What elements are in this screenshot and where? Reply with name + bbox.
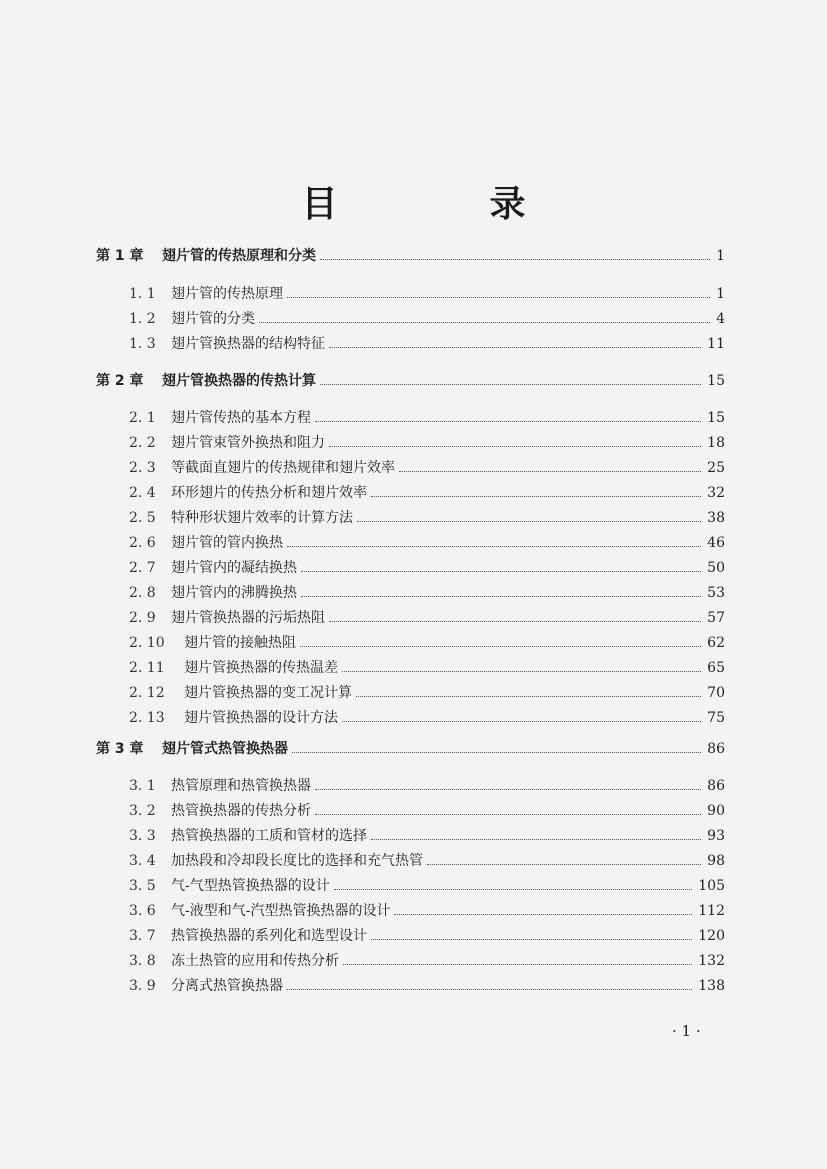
entry-number: 3. 2 bbox=[129, 803, 156, 819]
entry-title: 等截面直翅片的传热规律和翅片效率 bbox=[171, 460, 395, 476]
toc-section-entry bbox=[96, 483, 725, 503]
entry-number: 3. 1 bbox=[129, 778, 156, 794]
entry-title: 翅片管换热器的污垢热阻 bbox=[171, 610, 325, 626]
entry-number: 2. 8 bbox=[129, 585, 156, 601]
entry-page-number: 86 bbox=[707, 778, 725, 794]
entry-title: 翅片管换热器的传热计算 bbox=[162, 373, 316, 389]
entry-number: 3. 3 bbox=[129, 828, 156, 844]
entry-title: 气-气型热管换热器的设计 bbox=[171, 878, 330, 894]
entry-number: 2. 9 bbox=[129, 610, 156, 626]
entry-number: 1. 2 bbox=[129, 311, 156, 327]
toc-section-entry bbox=[96, 708, 725, 728]
toc-section-entry bbox=[96, 408, 725, 428]
entry-title: 翅片管束管外换热和阻力 bbox=[171, 435, 325, 451]
entry-title: 环形翅片的传热分析和翅片效率 bbox=[171, 485, 367, 501]
toc-section-entry bbox=[96, 658, 725, 678]
dot-leader bbox=[342, 671, 701, 672]
toc-section-entry bbox=[96, 458, 725, 478]
entry-title: 翅片管内的凝结换热 bbox=[171, 560, 297, 576]
entry-number: 3. 4 bbox=[129, 853, 156, 869]
entry-page-number: 50 bbox=[707, 560, 725, 576]
entry-title: 翅片管换热器的变工况计算 bbox=[184, 685, 352, 701]
entry-page-number: 4 bbox=[716, 311, 725, 327]
dot-leader bbox=[371, 939, 692, 940]
toc-section-entry bbox=[96, 901, 725, 921]
entry-page-number: 11 bbox=[707, 336, 725, 352]
entry-page-number: 138 bbox=[698, 978, 725, 994]
entry-number: 2. 13 bbox=[129, 710, 165, 726]
entry-number: 2. 5 bbox=[129, 510, 156, 526]
entry-page-number: 105 bbox=[698, 878, 725, 894]
dot-leader bbox=[300, 646, 701, 647]
toc-section-entry bbox=[96, 334, 725, 354]
dot-leader bbox=[329, 347, 701, 348]
dot-leader bbox=[287, 989, 692, 990]
entry-title: 冻土热管的应用和传热分析 bbox=[171, 953, 339, 969]
entry-page-number: 93 bbox=[707, 828, 725, 844]
entry-page-number: 70 bbox=[707, 685, 725, 701]
entry-title: 热管换热器的系列化和选型设计 bbox=[171, 928, 367, 944]
toc-section-entry bbox=[96, 826, 725, 846]
dot-leader bbox=[371, 496, 701, 497]
dot-leader bbox=[329, 621, 701, 622]
entry-number: 2. 6 bbox=[129, 535, 156, 551]
dot-leader bbox=[320, 259, 710, 260]
entry-title: 翅片管换热器的传热温差 bbox=[184, 660, 338, 676]
entry-page-number: 18 bbox=[707, 435, 725, 451]
dot-leader bbox=[394, 914, 692, 915]
entry-number: 2. 11 bbox=[129, 660, 165, 676]
dot-leader bbox=[287, 297, 710, 298]
entry-page-number: 112 bbox=[698, 903, 725, 919]
toc-chapter-entry bbox=[96, 371, 725, 391]
dot-leader bbox=[315, 421, 701, 422]
entry-page-number: 57 bbox=[707, 610, 725, 626]
dot-leader bbox=[292, 752, 701, 753]
entry-page-number: 25 bbox=[707, 460, 725, 476]
toc-section-entry bbox=[96, 558, 725, 578]
entry-number: 3. 6 bbox=[129, 903, 156, 919]
toc-section-entry bbox=[96, 533, 725, 553]
entry-number: 1. 3 bbox=[129, 336, 156, 352]
dot-leader bbox=[329, 446, 701, 447]
entry-title: 翅片管换热器的设计方法 bbox=[184, 710, 338, 726]
entry-page-number: 132 bbox=[698, 953, 725, 969]
entry-page-number: 62 bbox=[707, 635, 725, 651]
entry-title: 翅片管的分类 bbox=[171, 311, 255, 327]
entry-title: 翅片管传热的基本方程 bbox=[171, 410, 311, 426]
toc-section-entry bbox=[96, 309, 725, 329]
toc-section-entry bbox=[96, 876, 725, 896]
entry-page-number: 15 bbox=[707, 373, 725, 389]
toc-chapter-entry bbox=[96, 739, 725, 759]
toc-section-entry bbox=[96, 508, 725, 528]
toc-section-entry bbox=[96, 851, 725, 871]
entry-number: 1. 1 bbox=[129, 286, 156, 302]
toc-section-entry bbox=[96, 633, 725, 653]
dot-leader bbox=[315, 814, 701, 815]
entry-title: 翅片管的管内换热 bbox=[171, 535, 283, 551]
entry-number: 3. 8 bbox=[129, 953, 156, 969]
entry-title: 加热段和冷却段长度比的选择和充气热管 bbox=[171, 853, 423, 869]
entry-title: 分离式热管换热器 bbox=[171, 978, 283, 994]
entry-title: 热管换热器的传热分析 bbox=[171, 803, 311, 819]
entry-number: 第 1 章 bbox=[96, 248, 144, 264]
dot-leader bbox=[301, 596, 701, 597]
entry-page-number: 1 bbox=[716, 248, 725, 264]
entry-number: 2. 4 bbox=[129, 485, 156, 501]
toc-section-entry bbox=[96, 583, 725, 603]
toc-section-entry bbox=[96, 976, 725, 996]
dot-leader bbox=[287, 546, 701, 547]
entry-title: 翅片管的传热原理 bbox=[171, 286, 283, 302]
dot-leader bbox=[356, 696, 701, 697]
dot-leader bbox=[301, 571, 701, 572]
entry-number: 2. 3 bbox=[129, 460, 156, 476]
toc-section-entry bbox=[96, 926, 725, 946]
entry-title: 翅片管的接触热阻 bbox=[184, 635, 296, 651]
entry-number: 2. 2 bbox=[129, 435, 156, 451]
dot-leader bbox=[315, 789, 701, 790]
entry-title: 翅片管式热管换热器 bbox=[162, 741, 288, 757]
entry-number: 第 3 章 bbox=[96, 741, 144, 757]
toc-section-entry bbox=[96, 801, 725, 821]
entry-number: 3. 5 bbox=[129, 878, 156, 894]
dot-leader bbox=[334, 889, 693, 890]
entry-page-number: 75 bbox=[707, 710, 725, 726]
entry-title: 热管原理和热管换热器 bbox=[171, 778, 311, 794]
entry-title: 特种形状翅片效率的计算方法 bbox=[171, 510, 353, 526]
dot-leader bbox=[342, 721, 701, 722]
entry-page-number: 32 bbox=[707, 485, 725, 501]
entry-page-number: 46 bbox=[707, 535, 725, 551]
entry-page-number: 120 bbox=[698, 928, 725, 944]
dot-leader bbox=[357, 521, 701, 522]
dot-leader bbox=[320, 384, 701, 385]
entry-page-number: 1 bbox=[716, 286, 725, 302]
entry-number: 第 2 章 bbox=[96, 373, 144, 389]
dot-leader bbox=[259, 322, 710, 323]
toc-section-entry bbox=[96, 776, 725, 796]
entry-number: 2. 10 bbox=[129, 635, 165, 651]
entry-number: 3. 9 bbox=[129, 978, 156, 994]
page-title: 目 录 bbox=[301, 184, 584, 225]
entry-title: 翅片管的传热原理和分类 bbox=[162, 248, 316, 264]
entry-number: 2. 7 bbox=[129, 560, 156, 576]
entry-page-number: 90 bbox=[707, 803, 725, 819]
toc-chapter-entry bbox=[96, 246, 725, 266]
toc-section-entry bbox=[96, 683, 725, 703]
entry-title: 翅片管内的沸腾换热 bbox=[171, 585, 297, 601]
entry-title: 热管换热器的工质和管材的选择 bbox=[171, 828, 367, 844]
entry-page-number: 53 bbox=[707, 585, 725, 601]
toc-section-entry bbox=[96, 951, 725, 971]
entry-page-number: 98 bbox=[707, 853, 725, 869]
dot-leader bbox=[371, 839, 701, 840]
entry-number: 2. 12 bbox=[129, 685, 165, 701]
page-number: · 1 · bbox=[672, 1022, 701, 1040]
entry-title: 气-液型和气-汽型热管换热器的设计 bbox=[171, 903, 391, 919]
toc-section-entry bbox=[96, 433, 725, 453]
dot-leader bbox=[343, 964, 692, 965]
entry-page-number: 86 bbox=[707, 741, 725, 757]
entry-page-number: 15 bbox=[707, 410, 725, 426]
dot-leader bbox=[399, 471, 701, 472]
entry-title: 翅片管换热器的结构特征 bbox=[171, 336, 325, 352]
entry-number: 3. 7 bbox=[129, 928, 156, 944]
dot-leader bbox=[427, 864, 701, 865]
entry-number: 2. 1 bbox=[129, 410, 156, 426]
entry-page-number: 38 bbox=[707, 510, 725, 526]
toc-section-entry bbox=[96, 284, 725, 304]
toc-section-entry bbox=[96, 608, 725, 628]
entry-page-number: 65 bbox=[707, 660, 725, 676]
